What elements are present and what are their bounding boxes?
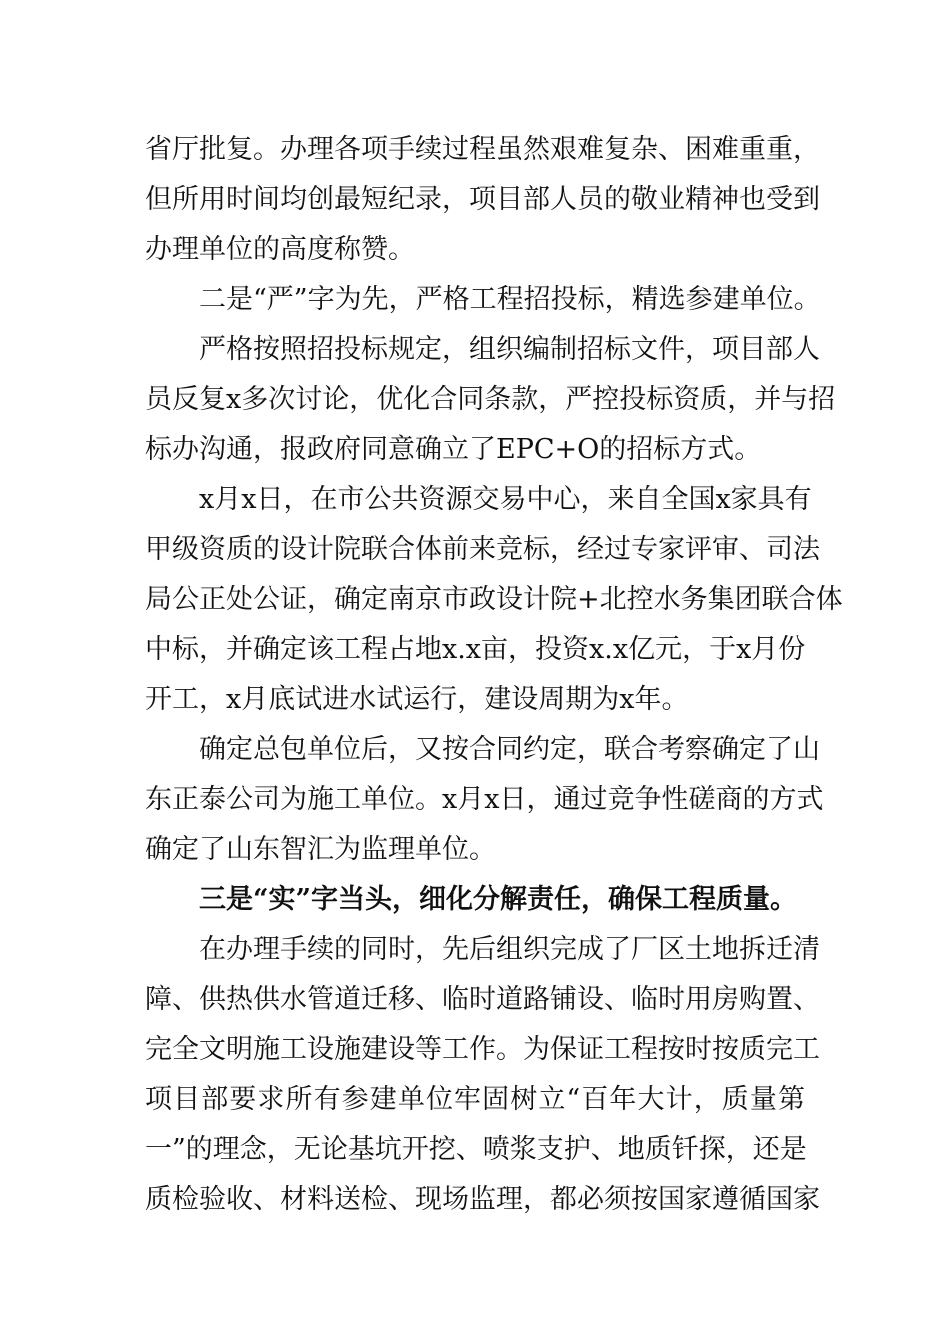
paragraph-line: 东正泰公司为施工单位。x月x日，通过竞争性磋商的方式 bbox=[145, 784, 824, 815]
paragraph-line: 中标，并确定该工程占地x.x亩，投资x.x亿元，于x月份 bbox=[145, 634, 806, 665]
paragraph-line: 办理单位的高度称赞。 bbox=[145, 234, 415, 265]
paragraph-line: 局公正处公证，确定南京市政设计院+北控水务集团联合体 bbox=[145, 584, 843, 615]
section-heading-2: 二是“严”字为先，严格工程招投标，精选参建单位。 bbox=[199, 284, 821, 315]
paragraph-line: 严格按照招投标规定，组织编制招标文件，项目部人 bbox=[199, 334, 820, 365]
paragraph-line: 甲级资质的设计院联合体前来竞标，经过专家评审、司法 bbox=[145, 534, 820, 565]
paragraph-line: 一”的理念，无论基坑开挖、喷浆支护、地质钎探，还是 bbox=[145, 1134, 807, 1165]
paragraph-line: 省厅批复。办理各项手续过程虽然艰难复杂、困难重重， bbox=[145, 134, 820, 165]
paragraph-line: 但所用时间均创最短纪录，项目部人员的敬业精神也受到 bbox=[145, 184, 820, 215]
paragraph-line: 开工，x月底试进水试运行，建设周期为x年。 bbox=[145, 684, 689, 715]
paragraph-line: 完全文明施工设施建设等工作。为保证工程按时按质完工 bbox=[145, 1034, 820, 1065]
paragraph-line: 在办理手续的同时，先后组织完成了厂区土地拆迁清 bbox=[199, 934, 820, 965]
paragraph-line: x月x日，在市公共资源交易中心，来自全国x家具有 bbox=[199, 484, 812, 515]
paragraph-line: 质检验收、材料送检、现场监理，都必须按国家遵循国家 bbox=[145, 1184, 820, 1215]
section-heading-3: 三是“实”字当头，细化分解责任，确保工程质量。 bbox=[199, 884, 798, 915]
paragraph-line: 项目部要求所有参建单位牢固树立“百年大计，质量第 bbox=[145, 1084, 805, 1115]
paragraph-line: 障、供热供水管道迁移、临时道路铺设、临时用房购置、 bbox=[145, 984, 820, 1015]
paragraph-line: 标办沟通，报政府同意确立了EPC+O的招标方式。 bbox=[145, 434, 762, 465]
paragraph-line: 确定了山东智汇为监理单位。 bbox=[145, 834, 496, 865]
paragraph-line: 员反复x多次讨论，优化合同条款，严控投标资质，并与招 bbox=[145, 384, 836, 415]
paragraph-line: 确定总包单位后，又按合同约定，联合考察确定了山 bbox=[199, 734, 820, 765]
